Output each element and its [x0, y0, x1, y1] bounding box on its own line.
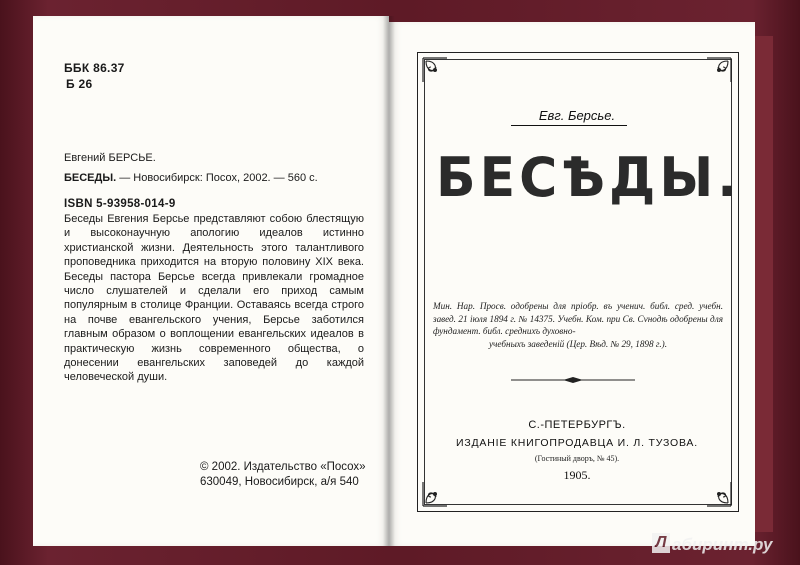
corner-ornament-top-left [420, 55, 450, 85]
imprint-year: 1905. [563, 468, 591, 482]
ornament-divider [511, 377, 635, 383]
copyright-line: © 2002. Издательство «Посох» [200, 461, 366, 473]
corner-ornament-top-right [704, 55, 734, 85]
approval-text: Мин. Нар. Просв. одобрены для пріобр. въ ученич. библ. сред. учебн. завед. 21 іюля 1894 г. № 14375. Учебн. Ком. при Св. Сνнодѣ одобрены для фундамент. библ. среднихъ духовно- [433, 301, 723, 337]
book-line [64, 172, 318, 184]
book-title: БЕСЕДЫ. [64, 172, 117, 184]
watermark-text: абиринт.ру [672, 535, 773, 554]
isbn: ISBN 5-93958-014-9 [64, 198, 176, 210]
copyright-block [200, 460, 366, 490]
book-cover-edge [752, 36, 773, 532]
imprint-publisher: ИЗДАНІЕ КНИГОПРОДАВЦА И. Л. ТУЗОВА. [456, 437, 698, 449]
watermark-logo: Л [652, 533, 670, 553]
author-underline [511, 125, 627, 126]
publisher-address: 630049, Новосибирск, а/я 540 [200, 476, 359, 488]
corner-ornament-bottom-right [704, 479, 734, 509]
title-page-author: Евг. Берсье. [538, 108, 616, 123]
book-spine [383, 16, 395, 546]
bbk-code: ББК 86.37 [64, 61, 125, 75]
bbk-index: Б 26 [66, 77, 93, 91]
corner-ornament-bottom-left [420, 479, 450, 509]
bbk-block [64, 60, 125, 92]
approval-text-end: учебныхъ заведеній (Цер. Вѣд. № 29, 1898 г.). [488, 338, 668, 349]
approval-note [433, 300, 723, 350]
author-line: Евгений БЕРСЬЕ. [64, 152, 156, 164]
book-imprint: — Новосибирск: Посох, 2002. — 560 с. [116, 172, 318, 184]
imprint-address: (Гостиный дворъ, № 45). [534, 454, 620, 463]
imprint-city: С.-ПЕТЕРБУРГЪ. [528, 419, 626, 431]
title-page-title: БЕСѢДЫ. [436, 146, 741, 210]
annotation: Беседы Евгения Берсье представляют собою блестящую и высоконаучную апологию идеалов истинно христианской жизни. Деятельность этого талантливого проповедника приходится на вторую половину XIX века. Беседы пастора Берсье всегда привлекали громадное число слушателей и сделали его приход самым популярным в столице Франции. Оставаясь всегда строго на почве евангельского учения, Берсье заботился главным образом о воплощении евангельских идеалов в практическую жизнь современного общества, о донесении евангельских заповедей до каждой человеческой души. [64, 213, 364, 384]
